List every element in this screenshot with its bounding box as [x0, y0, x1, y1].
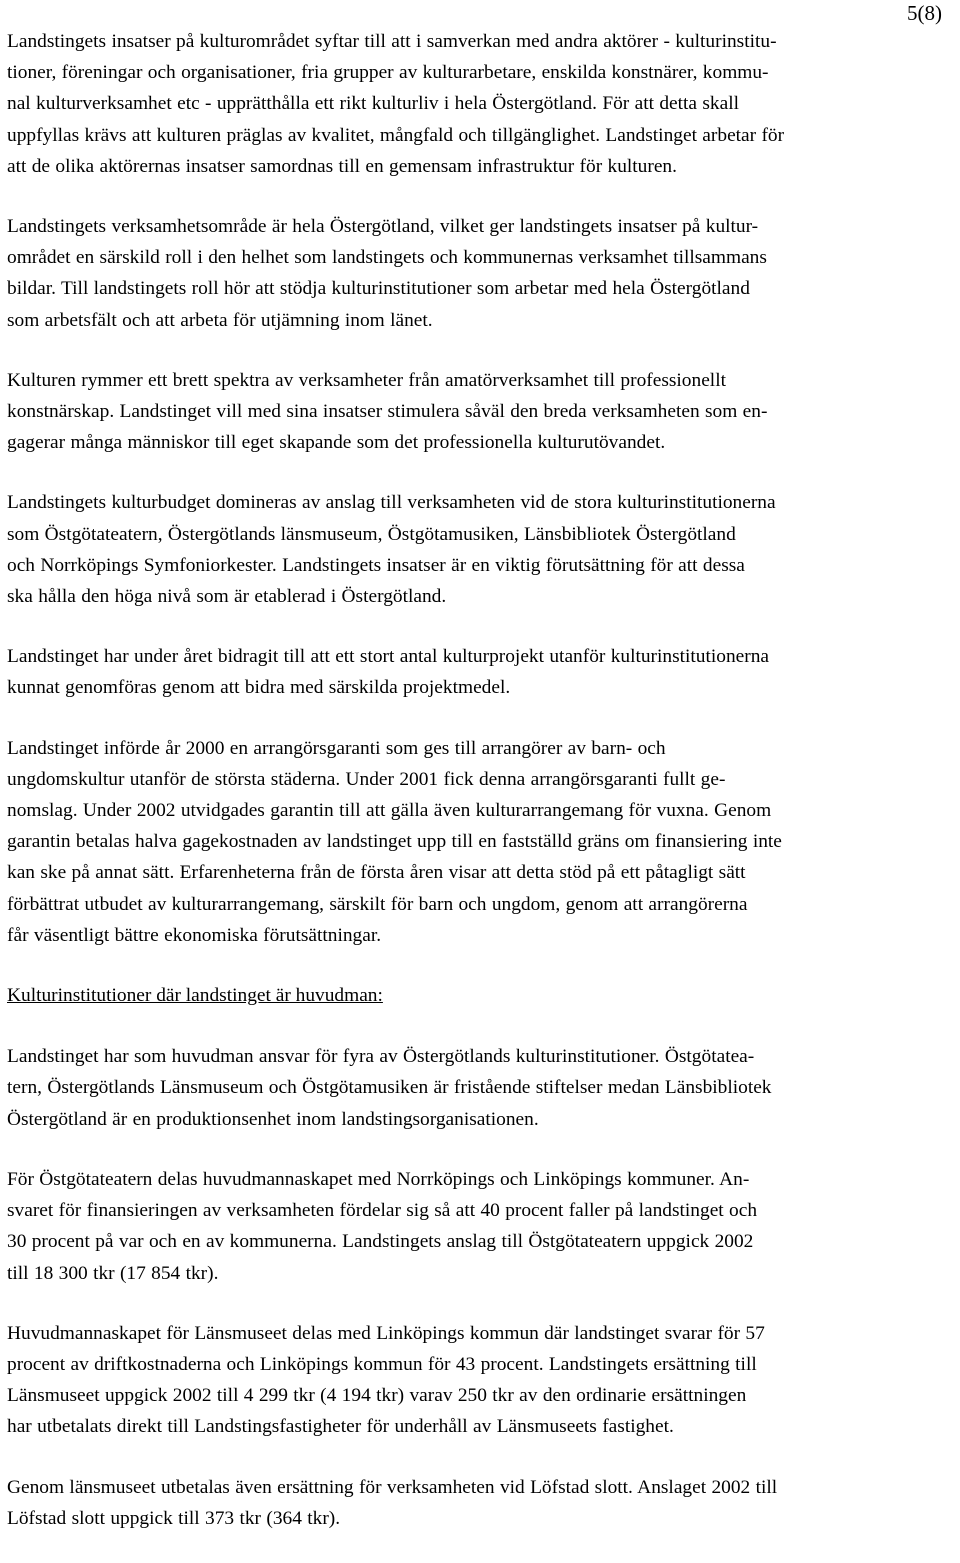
- text-line: som arbetsfält och att arbeta för utjämning inom länet.: [7, 309, 433, 331]
- paragraph-lansmuseet: [7, 1318, 955, 1443]
- text-line: området en särskild roll i den helhet som landstingets och kommunernas verksamhet tillsammans: [7, 247, 767, 269]
- text-line: har utbetalats direkt till Landstingsfastigheter för underhåll av Länsmuseets fastighet.: [7, 1416, 674, 1438]
- text-line: Löfstad slott uppgick till 373 tkr (364 tkr).: [7, 1507, 341, 1529]
- text-line: och Norrköpings Symfoniorkester. Landstingets insatser är en viktig förutsättning för att dessa: [7, 554, 745, 576]
- paragraph-area-of-operation: [7, 211, 955, 336]
- text-line: Landstinget har under året bidragit till att ett stort antal kulturprojekt utanför kulturinstitutionerna: [7, 646, 770, 668]
- text-line: tioner, föreningar och organisationer, fria grupper av kulturarbetare, enskilda konstnärer, kommu-: [7, 62, 769, 84]
- text-line: bildar. Till landstingets roll hör att stödja kulturinstitutioner som arbetar med hela Östergötland: [7, 278, 750, 300]
- text-line: gagerar många människor till eget skapande som det professionella kulturutövandet.: [7, 432, 666, 454]
- page-number: 5(8): [907, 1, 942, 25]
- text-line: Kulturen rymmer ett brett spektra av verksamheter från amatörverksamhet till professionellt: [7, 369, 726, 391]
- text-line: att de olika aktörernas insatser samordnas till en gemensam infrastruktur för kulturen.: [7, 155, 677, 177]
- text-line: tern, Östergötlands Länsmuseum och Östgötamusiken är fristående stiftelser medan Länsbibliotek: [7, 1077, 772, 1099]
- text-line: konstnärskap. Landstinget vill med sina insatser stimulera såväl den breda verksamheten som en-: [7, 401, 768, 423]
- paragraph-projects: [7, 641, 955, 703]
- text-line: Landstingets insatser på kulturområdet syftar till att i samverkan med andra aktörer - kulturinstitu-: [7, 31, 777, 52]
- text-line: ska hålla den höga nivå som är etablerad i Östergötland.: [7, 586, 447, 608]
- text-line: garantin betalas halva gagekostnaden av landstinget upp till en fastställd gräns om finansiering inte: [7, 831, 782, 853]
- text-line: kan ske på annat sätt. Erfarenheterna från de första åren visar att detta stöd på ett påtagligt sätt: [7, 862, 746, 884]
- text-line: Genom länsmuseet utbetalas även ersättning för verksamheten vid Löfstad slott. Anslaget 2002 till: [7, 1476, 778, 1498]
- text-line: svaret för finansieringen av verksamheten fördelar sig så att 40 procent faller på landstinget och: [7, 1200, 758, 1222]
- text-line: 30 procent på var och en av kommunerna. Landstingets anslag till Östgötateatern uppgick 2002: [7, 1231, 754, 1253]
- text-line: till 18 300 tkr (17 854 tkr).: [7, 1262, 219, 1284]
- document-body: [7, 26, 955, 1563]
- paragraph-organizer-guarantee: [7, 733, 955, 951]
- text-line: nomslag. Under 2002 utvidgades garantin till att gälla även kulturarrangemang för vuxna. Genom: [7, 800, 772, 822]
- text-line: som Östgötateatern, Östergötlands länsmuseum, Östgötamusiken, Länsbibliotek Östergötland: [7, 523, 736, 545]
- paragraph-ostgotateatern: [7, 1164, 955, 1289]
- text-line: Länsmuseet uppgick 2002 till 4 299 tkr (4 194 tkr) varav 250 tkr av den ordinarie ersättningen: [7, 1385, 747, 1407]
- text-line: kunnat genomföras genom att bidra med särskilda projektmedel.: [7, 677, 511, 699]
- text-line: Landstinget införde år 2000 en arrangörsgaranti som ges till arrangörer av barn- och: [7, 737, 666, 759]
- paragraph-spectrum: [7, 365, 955, 459]
- paragraph-cultural-goals: [7, 26, 955, 182]
- text-line: nal kulturverksamhet etc - upprätthålla ett rikt kulturliv i hela Östergötland. För att detta skall: [7, 93, 739, 115]
- text-line: Landstingets kulturbudget domineras av anslag till verksamheten vid de stora kulturinstitutionerna: [7, 492, 776, 514]
- section-heading: Kulturinstitutioner där landstinget är huvudman:: [7, 985, 383, 1007]
- text-line: För Östgötateatern delas huvudmannaskapet med Norrköpings och Linköpings kommuner. An-: [7, 1168, 750, 1190]
- text-line: Huvudmannaskapet för Länsmuseet delas med Linköpings kommun där landstinget svarar för 57: [7, 1322, 765, 1344]
- paragraph-lofstad: [7, 1472, 955, 1534]
- text-line: förbättrat utbudet av kulturarrangemang, särskilt för barn och ungdom, genom att arrangörerna: [7, 893, 748, 915]
- text-line: procent av driftkostnaderna och Linköpings kommun för 43 procent. Landstingets ersättning till: [7, 1353, 757, 1375]
- text-line: får väsentligt bättre ekonomiska förutsättningar.: [7, 924, 382, 946]
- text-line: ungdomskultur utanför de största städerna. Under 2001 fick denna arrangörsgaranti fullt ge-: [7, 768, 726, 790]
- text-line: Östergötland är en produktionsenhet inom landstingsorganisationen.: [7, 1108, 539, 1130]
- paragraph-budget: [7, 487, 955, 612]
- text-line: uppfyllas krävs att kulturen präglas av kvalitet, mångfald och tillgänglighet. Landstinget arbetar för: [7, 124, 785, 146]
- text-line: Landstinget har som huvudman ansvar för fyra av Östergötlands kulturinstitutioner. Östgötatea-: [7, 1046, 755, 1068]
- text-line: Landstingets verksamhetsområde är hela Östergötland, vilket ger landstingets insatser på kultur-: [7, 216, 759, 238]
- paragraph-principal: [7, 1041, 955, 1135]
